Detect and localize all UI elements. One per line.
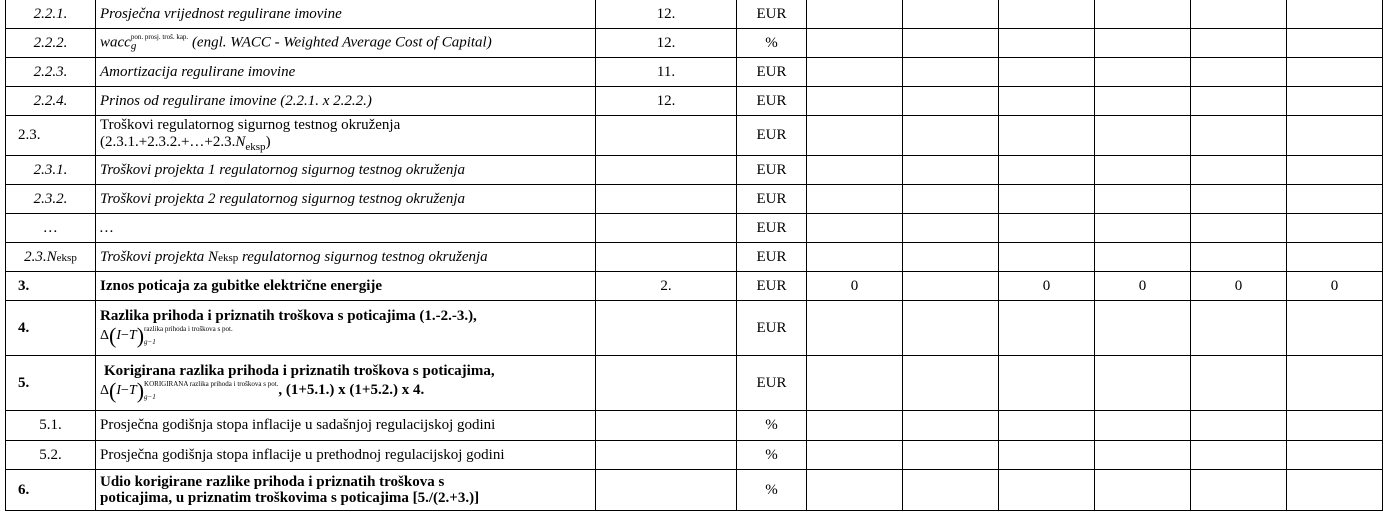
table-row bbox=[6, 185, 1383, 214]
row-reference bbox=[596, 214, 737, 243]
row-reference bbox=[596, 243, 737, 272]
value-cell bbox=[1287, 214, 1383, 243]
row-number: 3. bbox=[6, 272, 96, 301]
row-description: … bbox=[96, 214, 596, 243]
formula-indices bbox=[144, 326, 233, 346]
value-cell bbox=[807, 87, 903, 116]
value-cell bbox=[807, 185, 903, 214]
row-number: 2.2.4. bbox=[6, 87, 96, 116]
table-row bbox=[6, 301, 1383, 356]
row-description bbox=[96, 356, 596, 411]
row-number: 2.2.1. bbox=[6, 0, 96, 29]
row-unit: EUR bbox=[737, 243, 807, 272]
formula-delta: Δ bbox=[100, 328, 110, 344]
value-cell bbox=[999, 441, 1095, 470]
value-cell bbox=[1095, 0, 1191, 29]
formula-close-paren: ) bbox=[136, 378, 145, 404]
value-cell bbox=[1191, 441, 1287, 470]
table-row bbox=[6, 87, 1383, 116]
value-cell bbox=[999, 156, 1095, 185]
row-unit: EUR bbox=[737, 272, 807, 301]
row-reference bbox=[596, 441, 737, 470]
formula bbox=[100, 378, 279, 404]
row-description: Prosječna godišnja stopa inflacije u prethodnoj regulacijskoj godini bbox=[96, 441, 596, 470]
value-cell bbox=[1095, 116, 1191, 156]
value-cell bbox=[903, 156, 999, 185]
row-number: 2.3.2. bbox=[6, 185, 96, 214]
table-row bbox=[6, 411, 1383, 441]
value-cell bbox=[1287, 0, 1383, 29]
value-cell bbox=[999, 356, 1095, 411]
row-number: 2.3.1. bbox=[6, 156, 96, 185]
value-cell bbox=[1191, 243, 1287, 272]
row-unit: EUR bbox=[737, 301, 807, 356]
value-cell bbox=[1287, 185, 1383, 214]
value-cell bbox=[903, 411, 999, 441]
row-number: … bbox=[6, 214, 96, 243]
formula-i: I bbox=[116, 328, 122, 344]
row-description-line2: poticajima, u priznatim troškovima s poticajima [5./(2.+3.)] bbox=[100, 490, 480, 506]
value-cell bbox=[1191, 470, 1287, 511]
value-cell bbox=[807, 214, 903, 243]
formula-suffix: ) bbox=[265, 133, 271, 150]
value-cell bbox=[1191, 29, 1287, 58]
value-cell bbox=[1095, 58, 1191, 87]
formula-delta: Δ bbox=[100, 383, 110, 399]
row-description bbox=[96, 470, 596, 511]
value-cell bbox=[903, 470, 999, 511]
value-cell bbox=[999, 58, 1095, 87]
value-cell bbox=[903, 116, 999, 156]
table-row bbox=[6, 116, 1383, 156]
formula-open-paren: ( bbox=[109, 378, 117, 404]
value-cell bbox=[1095, 214, 1191, 243]
row-reference bbox=[596, 411, 737, 441]
row-unit: % bbox=[737, 411, 807, 441]
value-cell bbox=[999, 185, 1095, 214]
row-number: 5.1. bbox=[6, 411, 96, 441]
value-cell bbox=[1095, 411, 1191, 441]
formula-superscript: razlika prihoda i troškova s pot. bbox=[144, 325, 233, 334]
value-cell bbox=[999, 411, 1095, 441]
row-unit: % bbox=[737, 29, 807, 58]
wacc-symbol: wacc bbox=[100, 34, 131, 51]
formula-t: T bbox=[128, 328, 137, 344]
wacc-description: (engl. WACC - Weighted Average Cost of Capital) bbox=[188, 34, 492, 51]
value-cell bbox=[807, 470, 903, 511]
formula-i: I bbox=[116, 383, 122, 399]
row-number: 2.2.3. bbox=[6, 58, 96, 87]
value-cell: 0 bbox=[1191, 272, 1287, 301]
row-unit: EUR bbox=[737, 356, 807, 411]
row-description: Iznos poticaja za gubitke električne energije bbox=[96, 272, 596, 301]
value-cell bbox=[1191, 214, 1287, 243]
formula-subscript: g−1 bbox=[144, 393, 156, 402]
value-cell bbox=[807, 116, 903, 156]
value-cell bbox=[999, 116, 1095, 156]
row-description: Amortizacija regulirane imovine bbox=[96, 58, 596, 87]
row-number: 2.3. bbox=[6, 116, 96, 156]
formula-t: T bbox=[128, 383, 137, 399]
row-number-prefix: 2.3.N bbox=[24, 248, 57, 265]
value-cell bbox=[1095, 87, 1191, 116]
row-number: 6. bbox=[6, 470, 96, 511]
table-row bbox=[6, 214, 1383, 243]
value-cell bbox=[1191, 301, 1287, 356]
row-number: 5.2. bbox=[6, 441, 96, 470]
value-cell bbox=[1287, 29, 1383, 58]
value-cell bbox=[1287, 411, 1383, 441]
value-cell bbox=[1191, 411, 1287, 441]
row-reference: 12. bbox=[596, 29, 737, 58]
value-cell bbox=[903, 58, 999, 87]
row-number: 5. bbox=[6, 356, 96, 411]
row-description: Troškovi projekta 2 regulatornog sigurnog testnog okruženja bbox=[96, 185, 596, 214]
value-cell bbox=[1287, 243, 1383, 272]
value-cell bbox=[1191, 87, 1287, 116]
value-cell bbox=[903, 185, 999, 214]
value-cell: 0 bbox=[999, 272, 1095, 301]
row-unit: EUR bbox=[737, 185, 807, 214]
row-description-text: Razlika prihoda i priznatih troškova s poticajima (1.-2.-3.), bbox=[100, 308, 477, 325]
row-description bbox=[96, 243, 596, 272]
formula-indices bbox=[144, 381, 278, 401]
table-row bbox=[6, 470, 1383, 511]
value-cell bbox=[1191, 185, 1287, 214]
value-cell bbox=[1095, 356, 1191, 411]
table-row bbox=[6, 29, 1383, 58]
formula-close-paren: ) bbox=[136, 323, 145, 349]
row-unit: EUR bbox=[737, 116, 807, 156]
row-description-suffix: regulatornog sigurnog testnog okruženja bbox=[238, 248, 488, 265]
value-cell bbox=[1095, 29, 1191, 58]
value-cell bbox=[1287, 470, 1383, 511]
row-number: 2.2.2. bbox=[6, 29, 96, 58]
value-cell bbox=[903, 356, 999, 411]
value-cell bbox=[1287, 356, 1383, 411]
value-cell bbox=[1287, 441, 1383, 470]
formula-subscript: eksp bbox=[245, 140, 266, 153]
wacc-superscript: pon. prosj. troš. kap. bbox=[130, 33, 189, 41]
value-cell bbox=[1191, 116, 1287, 156]
value-cell bbox=[807, 29, 903, 58]
row-unit: EUR bbox=[737, 0, 807, 29]
value-cell bbox=[1287, 87, 1383, 116]
value-cell bbox=[1095, 470, 1191, 511]
value-cell bbox=[1191, 0, 1287, 29]
value-cell bbox=[807, 156, 903, 185]
value-cell bbox=[1191, 156, 1287, 185]
row-reference bbox=[596, 185, 737, 214]
row-reference bbox=[596, 156, 737, 185]
formula-suffix: , (1+5.1.) x (1+5.2.) x 4. bbox=[278, 382, 425, 399]
value-cell bbox=[903, 0, 999, 29]
row-reference bbox=[596, 301, 737, 356]
value-cell bbox=[807, 301, 903, 356]
row-description bbox=[96, 301, 596, 356]
value-cell bbox=[999, 301, 1095, 356]
value-cell bbox=[903, 441, 999, 470]
formula-open-paren: ( bbox=[109, 323, 117, 349]
table-row bbox=[6, 356, 1383, 411]
row-description-prefix: Troškovi projekta N bbox=[100, 248, 219, 265]
value-cell bbox=[999, 0, 1095, 29]
row-unit: % bbox=[737, 470, 807, 511]
row-description: Prinos od regulirane imovine (2.2.1. x 2.2.2.) bbox=[96, 87, 596, 116]
value-cell bbox=[1287, 58, 1383, 87]
row-number bbox=[6, 243, 96, 272]
formula-superscript: KORIGIRANA razlika prihoda i troškova s pot. bbox=[144, 380, 279, 389]
row-unit: EUR bbox=[737, 214, 807, 243]
row-reference: 11. bbox=[596, 58, 737, 87]
value-cell bbox=[903, 301, 999, 356]
value-cell bbox=[1095, 441, 1191, 470]
row-number-subscript: eksp bbox=[56, 251, 77, 264]
value-cell bbox=[807, 243, 903, 272]
table-row bbox=[6, 156, 1383, 185]
value-cell bbox=[903, 272, 999, 301]
table-row bbox=[6, 58, 1383, 87]
row-description: Prosječna godišnja stopa inflacije u sadašnjoj regulacijskoj godini bbox=[96, 411, 596, 441]
formula bbox=[100, 323, 233, 349]
value-cell bbox=[1095, 301, 1191, 356]
value-cell: 0 bbox=[1095, 272, 1191, 301]
value-cell bbox=[1287, 156, 1383, 185]
formula-minus: − bbox=[121, 383, 129, 399]
row-description-subscript: eksp bbox=[218, 251, 239, 264]
row-reference bbox=[596, 356, 737, 411]
row-unit: EUR bbox=[737, 156, 807, 185]
table-row bbox=[6, 0, 1383, 29]
value-cell bbox=[1287, 301, 1383, 356]
data-table bbox=[5, 0, 1383, 511]
value-cell bbox=[999, 214, 1095, 243]
row-description: Troškovi projekta 1 regulatornog sigurnog testnog okruženja bbox=[96, 156, 596, 185]
value-cell: 0 bbox=[1287, 272, 1383, 301]
row-description bbox=[96, 29, 596, 58]
value-cell bbox=[807, 58, 903, 87]
table-row bbox=[6, 441, 1383, 470]
value-cell bbox=[1287, 116, 1383, 156]
row-number: 4. bbox=[6, 301, 96, 356]
value-cell bbox=[807, 441, 903, 470]
value-cell bbox=[903, 214, 999, 243]
formula-prefix: (2.3.1.+2.3.2.+…+2.3. bbox=[100, 133, 236, 150]
row-description-line2 bbox=[100, 133, 271, 153]
row-description-line1: Udio korigirane razlike prihoda i priznatih troškova s bbox=[100, 473, 445, 490]
formula-minus: − bbox=[121, 328, 129, 344]
value-cell bbox=[999, 470, 1095, 511]
value-cell bbox=[903, 87, 999, 116]
value-cell bbox=[1095, 185, 1191, 214]
value-cell bbox=[903, 243, 999, 272]
value-cell bbox=[1095, 243, 1191, 272]
formula-n: N bbox=[235, 133, 246, 150]
value-cell bbox=[999, 243, 1095, 272]
table-row bbox=[6, 272, 1383, 301]
row-description-line1: Troškovi regulatornog sigurnog testnog okruženja bbox=[100, 117, 401, 134]
row-unit: % bbox=[737, 441, 807, 470]
value-cell bbox=[1191, 356, 1287, 411]
wacc-subscript: g bbox=[130, 40, 137, 52]
row-reference bbox=[596, 116, 737, 156]
row-reference: 12. bbox=[596, 87, 737, 116]
value-cell bbox=[807, 0, 903, 29]
value-cell bbox=[1191, 58, 1287, 87]
row-description bbox=[96, 116, 596, 156]
row-reference bbox=[596, 470, 737, 511]
value-cell bbox=[903, 29, 999, 58]
formula-subscript: g−1 bbox=[144, 338, 156, 347]
row-reference: 2. bbox=[596, 272, 737, 301]
row-description-text: Korigirana razlika prihoda i priznatih troškova s poticajima, bbox=[104, 363, 495, 380]
value-cell: 0 bbox=[807, 272, 903, 301]
row-unit: EUR bbox=[737, 58, 807, 87]
value-cell bbox=[807, 411, 903, 441]
value-cell bbox=[999, 87, 1095, 116]
value-cell bbox=[999, 29, 1095, 58]
table-row bbox=[6, 243, 1383, 272]
row-reference: 12. bbox=[596, 0, 737, 29]
value-cell bbox=[1095, 156, 1191, 185]
row-description: Prosječna vrijednost regulirane imovine bbox=[96, 0, 596, 29]
value-cell bbox=[807, 356, 903, 411]
row-unit: EUR bbox=[737, 87, 807, 116]
